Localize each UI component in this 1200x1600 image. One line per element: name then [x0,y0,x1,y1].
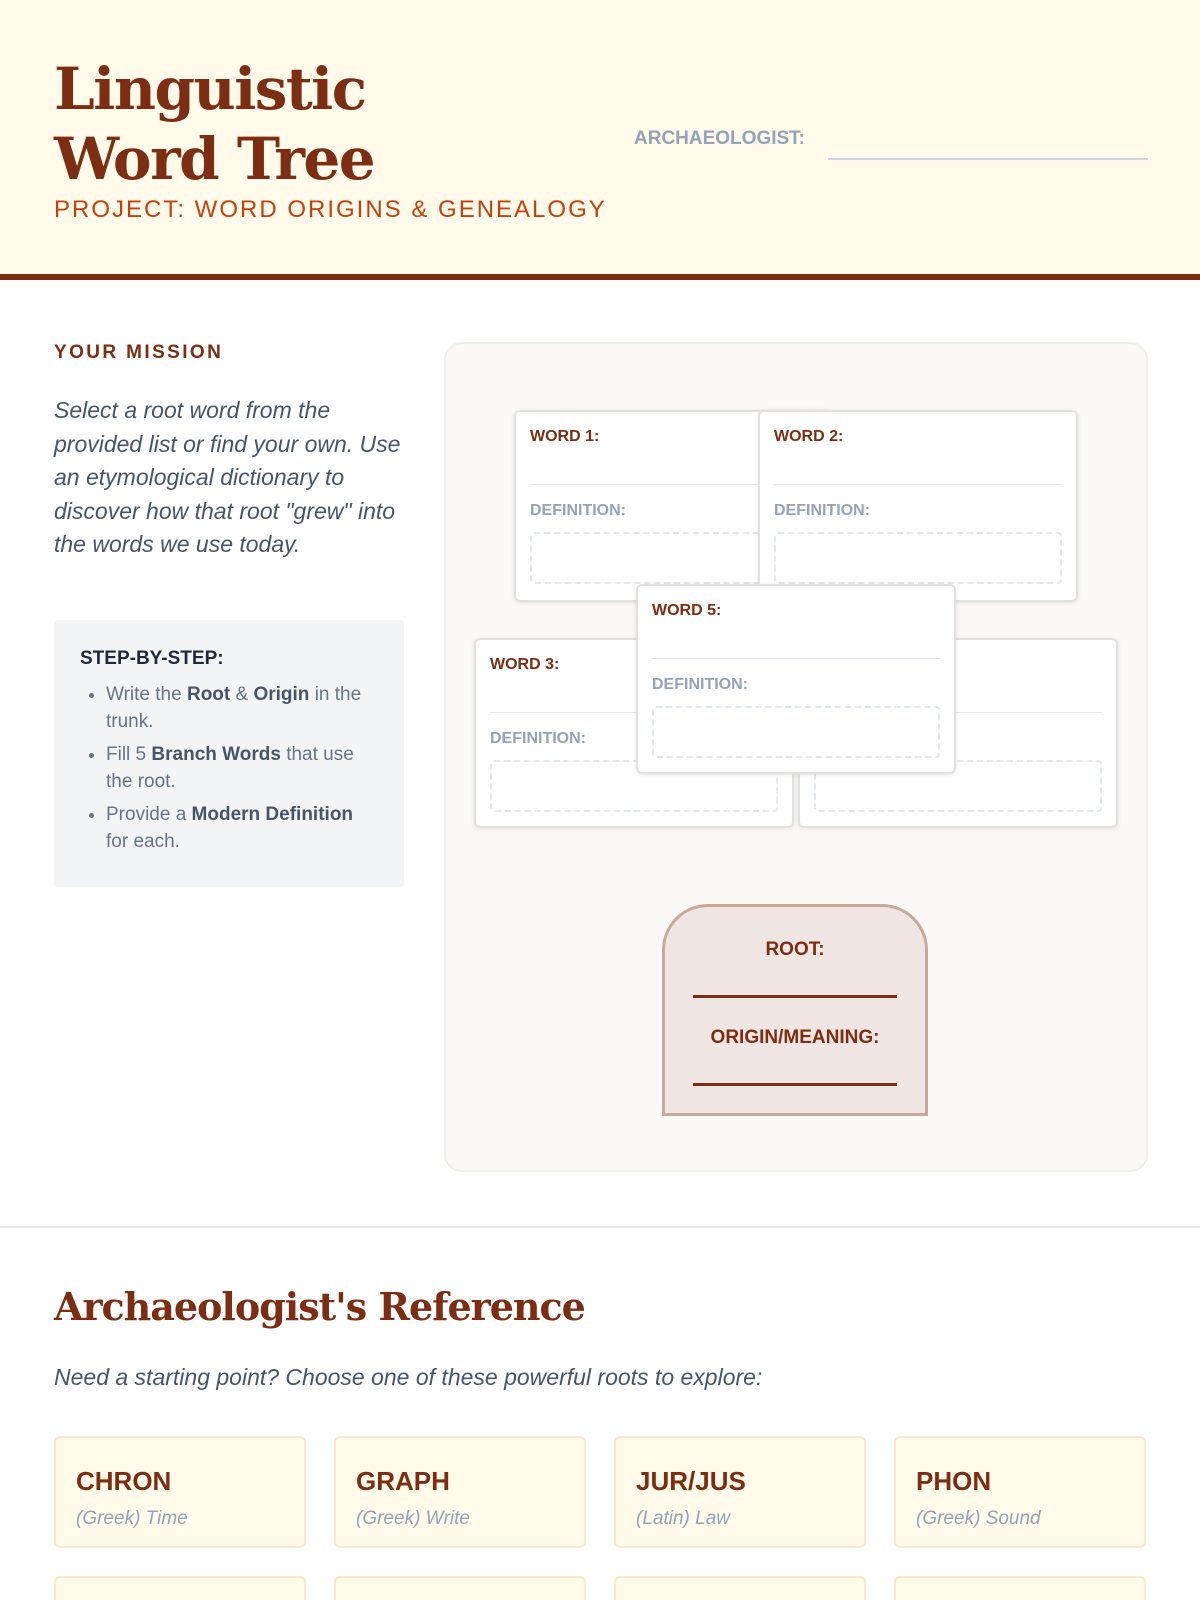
root-label: ROOT: [765,939,825,960]
root-reference-card[interactable] [54,1436,306,1548]
word-input-line[interactable] [652,658,940,659]
definition-label: DEFINITION: [774,502,870,519]
root-reference-card[interactable] [894,1436,1146,1548]
reference-intro: Need a starting point? Choose one of these powerful roots to explore: [54,1364,763,1390]
archaeologist-label: ARCHAEOLOGIST: [634,128,805,149]
root-name: CHRON [76,1466,172,1496]
origin-input-line[interactable] [693,1083,897,1086]
root-name: JUR/JUS [636,1466,746,1496]
root-reference-card[interactable] [614,1436,866,1548]
word-card-5 [636,584,956,774]
root-reference-card[interactable] [894,1576,1146,1600]
root-input-line[interactable] [693,995,897,998]
root-name: GRAPH [356,1466,450,1496]
root-meaning: (Greek) Time [76,1508,188,1529]
root-reference-card[interactable] [334,1436,586,1548]
word-label: WORD 5: [652,602,722,619]
root-reference-card[interactable] [54,1576,306,1600]
root-meaning: (Greek) Sound [916,1508,1041,1529]
definition-input-box[interactable] [774,532,1062,584]
reference-title: Archaeologist's Reference [54,1284,585,1329]
definition-label: DEFINITION: [652,676,748,693]
mission-heading: YOUR MISSION [54,342,224,363]
page-title: Linguistic Word Tree [54,55,375,193]
root-trunk [662,904,928,1116]
definition-label: DEFINITION: [530,502,626,519]
steps-heading: STEP-BY-STEP: [80,648,224,669]
step-item: • Provide a Modern Definition for each. [106,802,378,855]
section-divider [0,1226,1200,1228]
root-reference-card[interactable] [614,1576,866,1600]
word-label: WORD 3: [490,656,560,673]
root-meaning: (Greek) Write [356,1508,470,1529]
steps-list [80,682,378,855]
root-meaning: (Latin) Law [636,1508,730,1529]
word-card-2 [758,410,1078,602]
page-header [0,0,1200,280]
definition-input-box[interactable] [652,706,940,758]
step-item: • Fill 5 Branch Words that use the root. [106,742,378,795]
step-item: • Write the Root & Origin in the trunk. [106,682,378,735]
mission-text: Select a root word from the provided list or find your own. Use an etymological dictionary to discover how that root "grew" into the words we use today. [54,397,401,557]
archaeologist-name-field[interactable] [828,158,1148,160]
root-name: PHON [916,1466,992,1496]
root-reference-card[interactable] [334,1576,586,1600]
steps-box [54,620,404,887]
page-subtitle: PROJECT: WORD ORIGINS & GENEALOGY [54,196,607,223]
word-label: WORD 2: [774,428,844,445]
definition-label: DEFINITION: [490,730,586,747]
word-input-line[interactable] [774,484,1062,485]
word-label: WORD 1: [530,428,600,445]
origin-label: ORIGIN/MEANING: [710,1027,880,1048]
